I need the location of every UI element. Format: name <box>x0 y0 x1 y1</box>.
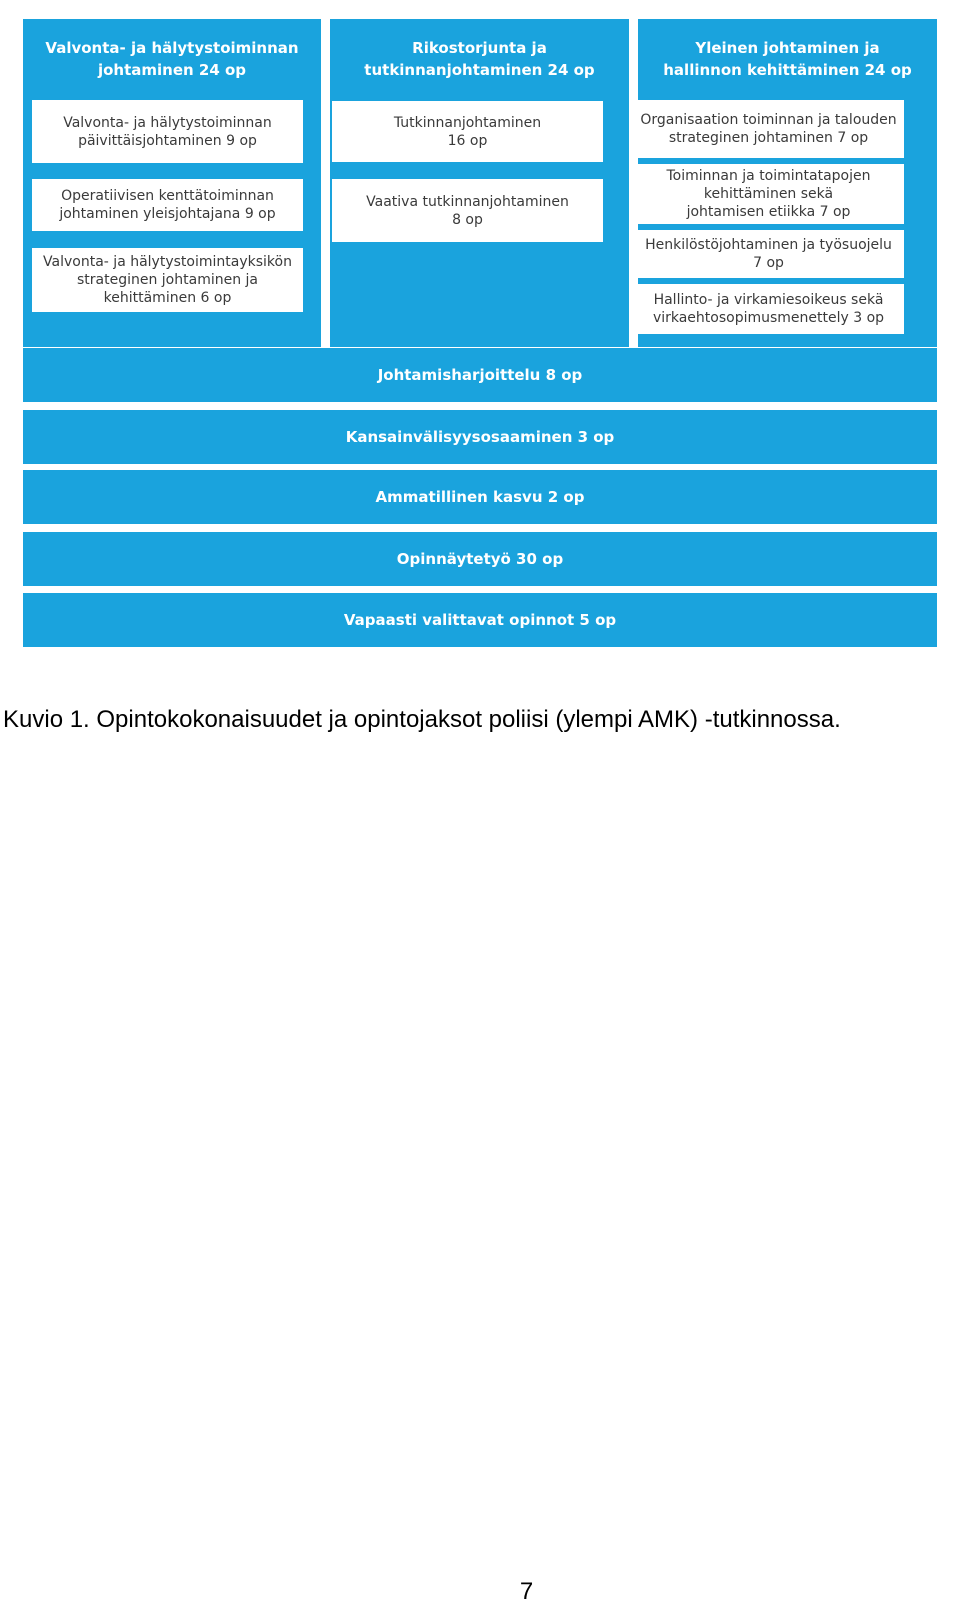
course-box: Henkilöstöjohtaminen ja työsuojelu 7 op <box>633 230 904 278</box>
band-elective-studies: Vapaasti valittavat opinnot 5 op <box>23 593 937 647</box>
band-thesis: Opinnäytetyö 30 op <box>23 532 937 586</box>
course-box: Toiminnan ja toimintatapojen kehittäminen sekä johtamisen etiikka 7 op <box>633 164 904 224</box>
course-box: Organisaation toiminnan ja talouden strateginen johtaminen 7 op <box>633 100 904 158</box>
course-box: Hallinto- ja virkamiesoikeus sekä virkaehtosopimusmenettely 3 op <box>633 284 904 334</box>
band-professional-growth: Ammatillinen kasvu 2 op <box>23 470 937 524</box>
module-title: Yleinen johtaminen ja hallinnon kehittäminen 24 op <box>663 39 912 79</box>
module-column-surveillance <box>23 19 321 347</box>
figure-caption: Kuvio 1. Opintokokonaisuudet ja opintojaksot poliisi (ylempi AMK) -tutkinnossa. <box>3 706 841 733</box>
study-structure-diagram <box>0 0 960 670</box>
band-management-practice: Johtamisharjoittelu 8 op <box>23 348 937 402</box>
course-box: Operatiivisen kenttätoiminnan johtaminen yleisjohtajana 9 op <box>32 179 303 231</box>
page-number: 7 <box>519 1578 534 1605</box>
course-box: Tutkinnanjohtaminen 16 op <box>332 101 603 162</box>
course-box: Valvonta- ja hälytystoimintayksikön strateginen johtaminen ja kehittäminen 6 op <box>32 248 303 312</box>
course-box: Valvonta- ja hälytystoiminnan päivittäisjohtaminen 9 op <box>32 100 303 163</box>
module-title: Rikostorjunta ja tutkinnanjohtaminen 24 op <box>364 39 595 79</box>
module-column-crime-prevention <box>330 19 629 347</box>
course-box: Vaativa tutkinnanjohtaminen 8 op <box>332 179 603 242</box>
band-internationalism: Kansainvälisyysosaaminen 3 op <box>23 410 937 464</box>
module-column-general-leadership <box>638 19 937 347</box>
module-title: Valvonta- ja hälytystoiminnan johtaminen 24 op <box>45 39 299 79</box>
